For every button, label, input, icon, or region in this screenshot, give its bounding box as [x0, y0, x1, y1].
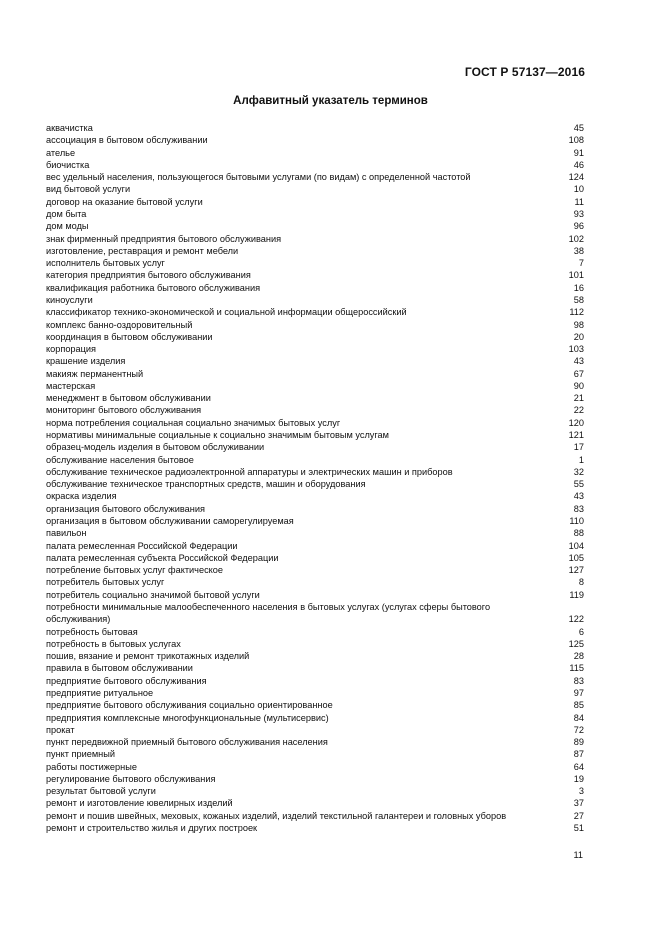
- entry-term: аквачистка: [46, 123, 93, 133]
- index-entry: [46, 589, 584, 601]
- entry-term: павильон: [46, 528, 87, 539]
- index-entry: [46, 687, 584, 699]
- entry-term: классификатор технико-экономической и социальной информации общероссийский: [46, 307, 407, 318]
- entry-page-number: 28: [573, 651, 584, 662]
- index-entry: [46, 626, 584, 638]
- entry-term: пункт приемный: [46, 749, 115, 760]
- index-entry: [46, 748, 584, 760]
- index-entry: [46, 515, 584, 527]
- entry-page-number: 103: [568, 344, 584, 355]
- entry-term: пошив, вязание и ремонт трикотажных изделий: [46, 651, 250, 662]
- entry-term: биочистка: [46, 159, 90, 170]
- index-entry: [46, 245, 584, 257]
- entry-term: обслуживание техническое радиоэлектронной аппаратуры и электрических машин и приборов: [46, 466, 453, 477]
- index-entry: [46, 368, 584, 380]
- entry-term: организация в бытовом обслуживании саморегулируемая: [46, 516, 294, 526]
- entry-page-number: 85: [573, 700, 584, 711]
- entry-term: категория предприятия бытового обслуживания: [46, 270, 251, 281]
- index-entry: [46, 306, 584, 318]
- entry-page-number: 97: [573, 687, 584, 698]
- entry-term: палата ремесленная Российской Федерации: [46, 540, 238, 551]
- index-entry: [46, 233, 584, 245]
- index-entry: [46, 196, 584, 208]
- index-entry: [46, 736, 584, 748]
- entry-page-number: 124: [568, 172, 584, 183]
- entry-page-number: 22: [573, 405, 584, 416]
- entry-page-number: 84: [573, 712, 584, 723]
- index-entry: [46, 552, 584, 564]
- entry-page-number: 11: [574, 196, 584, 207]
- index-entry: [46, 503, 584, 515]
- entry-page-number: 120: [568, 417, 584, 428]
- index-entry: [46, 724, 584, 736]
- entry-term: потребитель бытовых услуг: [46, 577, 165, 588]
- entry-term: киноуслуги: [46, 294, 93, 305]
- index-entry: [46, 220, 584, 232]
- entry-page-number: 46: [573, 159, 584, 170]
- index-entry: [46, 490, 584, 502]
- index-entry: [46, 662, 584, 674]
- entry-page-number: 127: [568, 565, 584, 576]
- entry-page-number: 112: [569, 307, 584, 318]
- entry-page-number: 89: [573, 737, 584, 748]
- entry-term: знак фирменный предприятия бытового обслуживания: [46, 233, 282, 244]
- entry-page-number: 45: [573, 123, 584, 133]
- entry-page-number: 43: [573, 491, 584, 502]
- index-entry: [46, 355, 584, 367]
- entry-page-number: 101: [568, 270, 584, 281]
- index-entry: [46, 257, 584, 269]
- entry-term: потребитель социально значимой бытовой услуги: [46, 589, 260, 600]
- entry-term: прокат: [46, 724, 75, 735]
- index-entry: [46, 576, 584, 588]
- entry-page-number: 115: [569, 663, 584, 674]
- index-entry: [46, 159, 584, 171]
- index-entry: [46, 417, 584, 429]
- entry-term: менеджмент в бытовом обслуживании: [46, 393, 211, 404]
- entry-page-number: 91: [573, 147, 584, 158]
- entry-page-number: 27: [573, 810, 584, 821]
- index-entry: [46, 822, 584, 834]
- entry-term: дом моды: [46, 221, 89, 232]
- entry-term: ремонт и пошив швейных, меховых, кожаных изделий, изделий текстильной галантереи и головных уборов: [46, 810, 507, 821]
- entry-page-number: 90: [573, 380, 584, 391]
- index-entry: [46, 601, 584, 626]
- entry-page-number: 110: [569, 516, 584, 526]
- index-entry: [46, 761, 584, 773]
- index-entry: [46, 638, 584, 650]
- entry-page-number: 83: [573, 675, 584, 686]
- entry-page-number: 7: [578, 258, 584, 269]
- entry-term: договор на оказание бытовой услуги: [46, 196, 203, 207]
- index-entry: [46, 441, 584, 453]
- entry-term: ателье: [46, 147, 76, 158]
- entry-term: работы постижерные: [46, 761, 137, 772]
- entry-term: потребление бытовых услуг фактическое: [46, 565, 224, 576]
- entry-term: предприятия комплексные многофункциональные (мультисервис): [46, 712, 329, 723]
- entry-term: окраска изделия: [46, 491, 117, 502]
- entry-term: нормативы минимальные социальные к социально значимым бытовым услугам: [46, 430, 389, 441]
- entry-page-number: 72: [573, 724, 584, 735]
- entry-page-number: 64: [573, 761, 584, 772]
- index-entry: [46, 392, 584, 404]
- entry-page-number: 37: [573, 798, 584, 809]
- entry-page-number: 43: [573, 356, 584, 367]
- index-entry: [46, 699, 584, 711]
- index-entry: [46, 269, 584, 281]
- entry-page-number: 17: [573, 442, 584, 453]
- index-entry: [46, 294, 584, 306]
- entry-page-number: 104: [568, 540, 584, 551]
- entry-term: вид бытовой услуги: [46, 184, 131, 195]
- entry-page-number: 96: [573, 221, 584, 232]
- entry-term: крашение изделия: [46, 356, 126, 367]
- entry-page-number: 119: [569, 589, 584, 600]
- entry-term: предприятие ритуальное: [46, 687, 154, 698]
- entry-page-number: 51: [573, 823, 584, 834]
- index-entry: [46, 380, 584, 392]
- entry-term: обслуживание населения бытовое: [46, 454, 194, 465]
- entry-page-number: 20: [573, 331, 584, 342]
- entry-page-number: 93: [573, 208, 584, 219]
- entry-term: ремонт и изготовление ювелирных изделий: [46, 798, 233, 809]
- index-entry: [46, 134, 584, 146]
- entry-page-number: 83: [573, 503, 584, 514]
- index-entry: [46, 183, 584, 195]
- entry-page-number: 32: [573, 466, 584, 477]
- entry-term: ремонт и строительство жилья и других построек: [46, 823, 258, 834]
- entry-term: мастерская: [46, 380, 96, 391]
- entry-page-number: 8: [578, 577, 584, 588]
- index-entry: [46, 429, 584, 441]
- index-entry: [46, 282, 584, 294]
- entry-term: норма потребления социальная социально значимых бытовых услуг: [46, 417, 341, 428]
- entry-page-number: 67: [573, 368, 584, 379]
- entry-term: правила в бытовом обслуживании: [46, 663, 193, 674]
- index-entry: [46, 675, 584, 687]
- index-entry: [46, 810, 584, 822]
- entry-term: дом быта: [46, 208, 87, 219]
- index-entry: [46, 454, 584, 466]
- entry-term: изготовление, реставрация и ремонт мебели: [46, 245, 239, 256]
- entry-page-number: 6: [578, 626, 584, 637]
- index-entry: [46, 171, 584, 183]
- index-entry: [46, 343, 584, 355]
- entry-term: комплекс банно-оздоровительный: [46, 319, 193, 330]
- entry-page-number: 1: [578, 454, 584, 465]
- index-entry: [46, 319, 584, 331]
- entry-page-number: 21: [573, 393, 584, 404]
- entry-term: вес удельный населения, пользующегося бытовыми услугами (по видам) с определенной частотой: [46, 172, 471, 183]
- entry-page-number: 122: [568, 614, 584, 625]
- entry-page-number: 10: [573, 184, 584, 195]
- entry-page-number: 98: [573, 319, 584, 330]
- entry-term: мониторинг бытового обслуживания: [46, 405, 202, 416]
- entry-term: результат бытовой услуги: [46, 786, 156, 797]
- entry-term: ассоциация в бытовом обслуживании: [46, 135, 208, 146]
- entry-term: палата ремесленная субъекта Российской Федерации: [46, 552, 279, 563]
- entry-page-number: 87: [573, 749, 584, 760]
- entry-page-number: 125: [568, 638, 584, 649]
- entry-term: квалификация работника бытового обслуживания: [46, 282, 261, 293]
- entry-page-number: 102: [568, 233, 584, 244]
- page-title: Алфавитный указатель терминов: [233, 95, 428, 107]
- index-entry: [46, 331, 584, 343]
- index-entry: [46, 122, 584, 134]
- index-entry: [46, 785, 584, 797]
- index-entry: [46, 478, 584, 490]
- index-entry: [46, 466, 584, 478]
- index-entry: [46, 773, 584, 785]
- index-entry: [46, 540, 584, 552]
- entry-term: регулирование бытового обслуживания: [46, 773, 216, 784]
- index-entry: [46, 208, 584, 220]
- entry-term: пункт передвижной приемный бытового обслуживания населения: [46, 737, 328, 748]
- index-entry: [46, 712, 584, 724]
- entry-page-number: 16: [573, 282, 584, 293]
- entry-page-number: 108: [568, 135, 584, 146]
- page-number: 11: [573, 850, 583, 860]
- entry-term: корпорация: [46, 344, 97, 355]
- entry-page-number: 121: [568, 430, 584, 441]
- entry-page-number: 58: [573, 294, 584, 305]
- index-entry: [46, 527, 584, 539]
- entry-page-number: 55: [573, 479, 584, 490]
- index-entry: [46, 650, 584, 662]
- entry-term: предприятие бытового обслуживания социально ориентированное: [46, 700, 333, 711]
- term-index-list: [46, 122, 584, 834]
- entry-page-number: 88: [573, 528, 584, 539]
- entry-term: координация в бытовом обслуживании: [46, 331, 213, 342]
- entry-term: потребность бытовая: [46, 626, 138, 637]
- document-code: ГОСТ Р 57137—2016: [464, 65, 585, 79]
- entry-term: обслуживание техническое транспортных средств, машин и оборудования: [46, 479, 366, 490]
- entry-page-number: 19: [573, 773, 584, 784]
- entry-term: предприятие бытового обслуживания: [46, 675, 207, 686]
- entry-page-number: 38: [573, 245, 584, 256]
- index-entry: [46, 564, 584, 576]
- entry-page-number: 105: [568, 552, 584, 563]
- entry-term: организация бытового обслуживания: [46, 503, 205, 514]
- entry-term: потребности минимальные малообеспеченного населения в бытовых услугах (услугах сферы бытового обслуживания): [46, 601, 491, 625]
- entry-term: исполнитель бытовых услуг: [46, 258, 165, 269]
- index-entry: [46, 147, 584, 159]
- index-entry: [46, 797, 584, 809]
- entry-term: макияж перманентный: [46, 368, 144, 379]
- entry-term: образец-модель изделия в бытовом обслуживании: [46, 442, 265, 453]
- index-entry: [46, 404, 584, 416]
- entry-term: потребность в бытовых услугах: [46, 638, 181, 649]
- entry-page-number: 3: [578, 786, 584, 797]
